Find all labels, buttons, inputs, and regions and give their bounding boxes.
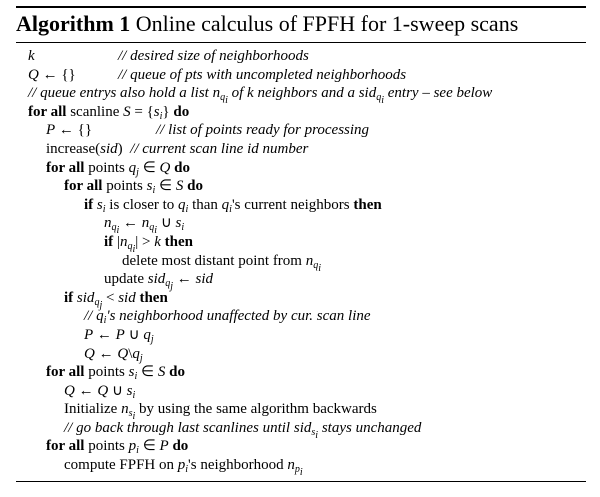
algorithm-line: if $|n_{q_i}| > k$ then xyxy=(104,233,193,255)
algorithm-line: // queue entrys also hold a list $n_{q_i}$ of k neighbors and a sid$_{q_i}$ entry – see below xyxy=(28,85,493,107)
algorithm-line: delete most distant point from $n_{q_i}$ xyxy=(122,252,322,274)
algorithm-line: for all points $s_i$ ∈ S do xyxy=(46,364,185,383)
algorithm-line: for all points $s_i$ ∈ S do xyxy=(64,178,203,197)
algorithm-line: // go back through last scanlines until sid$_{s_i}$ stays unchanged xyxy=(64,419,422,441)
algorithm-label: Algorithm 1 xyxy=(16,11,131,36)
algorithm-line: increase(sid) // current scan line id number xyxy=(46,140,309,157)
algorithm-line: for all points $p_i$ ∈ P do xyxy=(46,438,189,457)
title-rule xyxy=(16,42,586,43)
algorithm-line: compute FPFH on $p_i's$ neighborhood $n_{p_i}$ xyxy=(64,457,303,479)
algorithm-line: update sid$_{q_j}$ ← sid xyxy=(104,271,214,293)
algorithm-line: P ← P ∪ $q_j$ xyxy=(84,326,154,345)
algorithm-line: P ← {} // list of points ready for processing xyxy=(46,122,370,139)
algorithm-title-text: Online calculus of FPFH for 1-sweep scans xyxy=(135,11,519,36)
bottom-rule xyxy=(16,481,586,482)
algorithm-title xyxy=(16,8,586,38)
algorithm-line: for all points $q_j$ ∈ Q do xyxy=(46,159,190,178)
algorithm-body xyxy=(16,47,586,479)
algorithm-line: Initialize $n_{s_i}$ by using the same algorithm backwards xyxy=(64,401,377,423)
algorithm-line: Q ← $Q\backslash q_j$ xyxy=(84,345,143,364)
algorithm-line: Q ← {} // queue of pts with uncompleted neighborhoods xyxy=(28,66,407,83)
algorithm-box xyxy=(16,6,586,482)
algorithm-line: for all scanline $S = \{s_i\}$ do xyxy=(28,103,190,122)
algorithm-line: if sid$_{q_j}$ < sid then xyxy=(64,289,168,311)
algorithm-line: $n_{q_i}$ ← $n_{q_i}$ ∪ $s_i$ xyxy=(104,215,185,237)
algorithm-line: Q ← Q ∪ $s_i$ xyxy=(64,382,136,401)
algorithm-line: k // desired size of neighborhoods xyxy=(28,48,309,64)
algorithm-line: // $q_i's$ neighborhood unaffected by cur. scan line xyxy=(84,308,371,327)
algorithm-line: if $s_i$ is closer to $q_i$ than $q_i's$ current neighbors then xyxy=(84,196,382,215)
